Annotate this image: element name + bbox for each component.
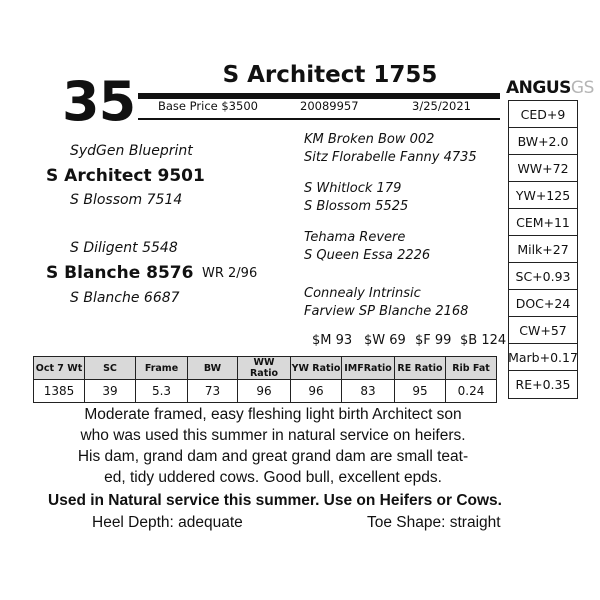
dd-dam: Farview SP Blanche 2168 xyxy=(304,304,469,319)
dam-sire: S Diligent 5548 xyxy=(70,240,178,256)
description-line: ed, tidy uddered cows. Good bull, excellent epds. xyxy=(104,469,442,486)
value-cell: 96 xyxy=(291,380,342,403)
header-cell: Rib Fat xyxy=(446,357,497,380)
header-cell: WW Ratio xyxy=(238,357,291,380)
header-cell: BW xyxy=(188,357,238,380)
info-rule xyxy=(138,118,500,120)
epd-ced: CED+9 xyxy=(508,100,578,129)
epd-doc: DOC+24 xyxy=(508,289,578,318)
performance-header-row xyxy=(34,357,497,380)
value-cell: 5.3 xyxy=(136,380,188,403)
birth-date: 3/25/2021 xyxy=(412,99,471,113)
sire: S Architect 9501 xyxy=(46,166,205,186)
ds-sire: Tehama Revere xyxy=(304,230,406,245)
angus-gs-logo: ANGUSGS xyxy=(506,78,594,98)
epd-bw: BW+2.0 xyxy=(508,127,578,156)
value-cell: 1385 xyxy=(34,380,85,403)
value-cell: 95 xyxy=(395,380,446,403)
header-cell: Frame xyxy=(136,357,188,380)
description-line: who was used this summer in natural service on heifers. xyxy=(80,427,466,444)
performance-table xyxy=(33,356,497,403)
value-cell: 39 xyxy=(85,380,136,403)
ds-dam: S Queen Essa 2226 xyxy=(304,248,431,263)
ss-dam: Sitz Florabelle Fanny 4735 xyxy=(304,150,477,165)
registration-number: 20089957 xyxy=(300,99,359,113)
dollar-m: $M 93 xyxy=(312,333,353,348)
epd-sc: SC+0.93 xyxy=(508,262,578,291)
description-line: Moderate framed, easy fleshing light birth Architect son xyxy=(84,406,462,423)
sd-dam: S Blossom 5525 xyxy=(304,199,409,214)
sire-dam: S Blossom 7514 xyxy=(70,192,183,208)
value-cell: 96 xyxy=(238,380,291,403)
bull-name: S Architect 1755 xyxy=(222,62,438,88)
dollar-w: $W 69 xyxy=(364,333,406,348)
dam-dam: S Blanche 6687 xyxy=(70,290,180,306)
dam: S Blanche 8576 xyxy=(46,263,194,283)
sire-sire: SydGen Blueprint xyxy=(70,143,193,159)
value-cell: 83 xyxy=(342,380,395,403)
epd-yw: YW+125 xyxy=(508,181,578,210)
description xyxy=(38,404,508,488)
epd-cw: CW+57 xyxy=(508,316,578,345)
header-cell: RE Ratio xyxy=(395,357,446,380)
epd-marb: Marb+0.17 xyxy=(508,343,578,372)
heel-depth: Heel Depth: adequate xyxy=(92,514,243,531)
epd-re: RE+0.35 xyxy=(508,370,578,399)
epd-ww: WW+72 xyxy=(508,154,578,183)
ss-sire: KM Broken Bow 002 xyxy=(304,132,435,147)
header-cell: YW Ratio xyxy=(291,357,342,380)
epd-column xyxy=(508,100,580,397)
epd-cem: CEM+11 xyxy=(508,208,578,237)
dollar-f: $F 99 xyxy=(415,333,452,348)
value-cell: 73 xyxy=(188,380,238,403)
dd-sire: Connealy Intrinsic xyxy=(304,286,421,301)
usage-note: Used in Natural service this summer. Use on Heifers or Cows. xyxy=(48,492,502,509)
lot-number: 35 xyxy=(62,70,136,133)
header-cell: SC xyxy=(85,357,136,380)
performance-value-row xyxy=(34,380,497,403)
description-line: His dam, grand dam and great grand dam are small teat- xyxy=(77,448,469,465)
header-cell: Oct 7 Wt xyxy=(34,357,85,380)
value-cell: 0.24 xyxy=(446,380,497,403)
header-cell: IMFRatio xyxy=(342,357,395,380)
dollar-b: $B 124 xyxy=(460,333,507,348)
toe-shape: Toe Shape: straight xyxy=(367,514,501,531)
base-price: Base Price $3500 xyxy=(158,99,258,113)
epd-milk: Milk+27 xyxy=(508,235,578,264)
sd-sire: S Whitlock 179 xyxy=(304,181,402,196)
dam-ratio: WR 2/96 xyxy=(202,266,258,281)
